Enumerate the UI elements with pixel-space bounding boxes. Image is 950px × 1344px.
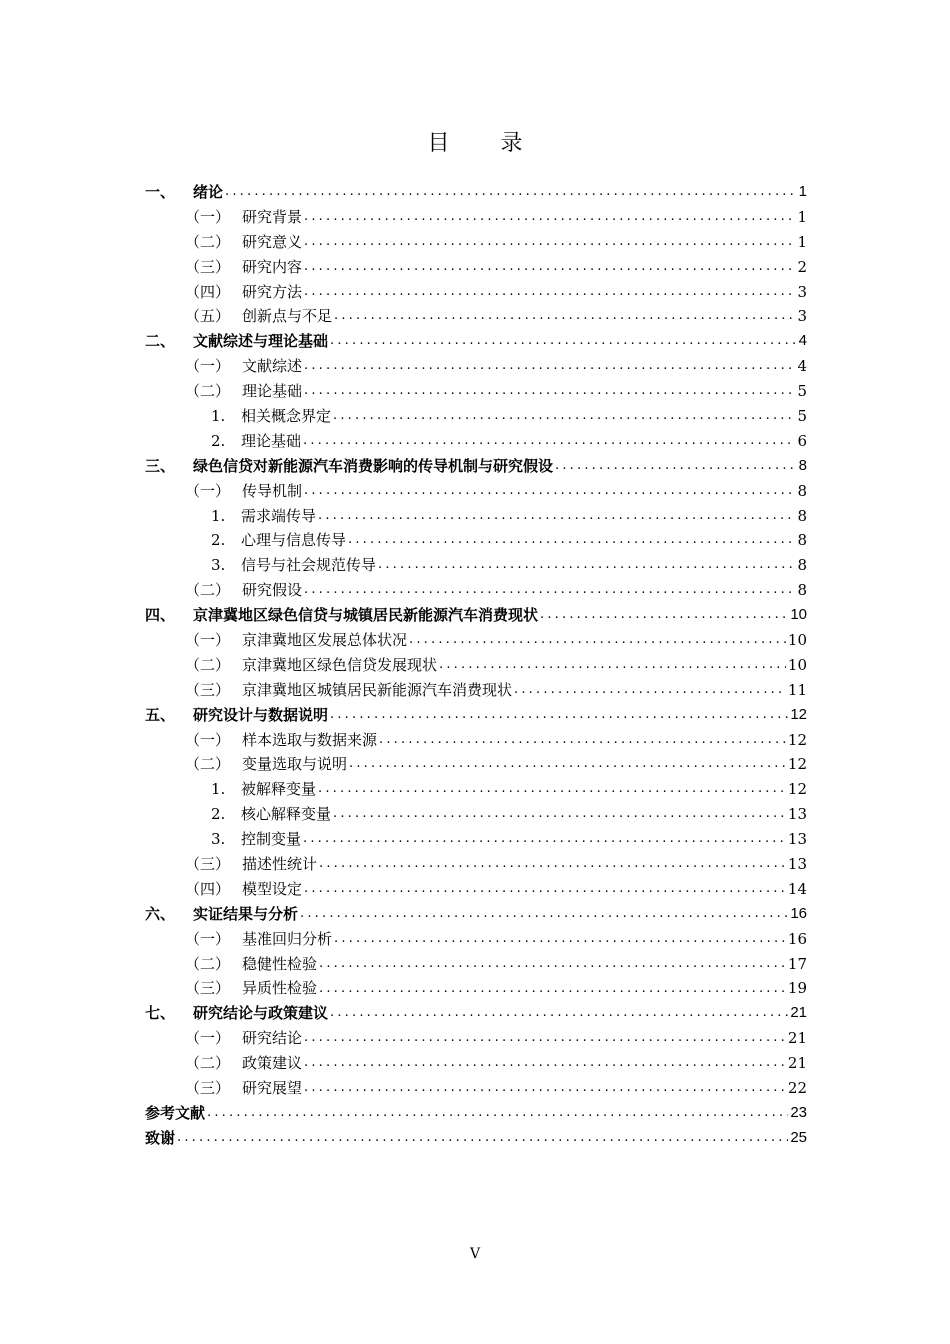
toc-entry-page: 13 [787, 830, 807, 849]
toc-entry-title: 绿色信贷对新能源汽车消费影响的传导机制与研究假设 [193, 456, 554, 475]
toc-entry-page: 16 [787, 929, 807, 948]
toc-entry[interactable] [145, 504, 807, 529]
toc-dot-leader [514, 678, 786, 703]
toc-dot-leader [304, 255, 795, 280]
toc-entry[interactable] [145, 379, 807, 404]
toc-entry-number: （一） [185, 357, 231, 376]
toc-entry[interactable] [145, 678, 807, 703]
toc-entry-title: 核心解释变量 [241, 805, 332, 824]
toc-entry-page: 1 [797, 207, 807, 226]
toc-dot-leader [304, 280, 795, 305]
toc-entry-page: 8 [797, 581, 807, 600]
toc-entry[interactable] [145, 1076, 807, 1101]
toc-entry-page: 2 [797, 257, 807, 276]
toc-entry-number: （一） [185, 631, 231, 650]
toc-entry-page: 6 [797, 431, 807, 450]
toc-entry-page: 12 [787, 755, 807, 774]
toc-entry-number: （四） [185, 879, 231, 898]
toc-entry-page: 8 [798, 456, 807, 474]
toc-entry-title: 研究设计与数据说明 [193, 705, 329, 724]
toc-entry-title: 参考文献 [145, 1103, 206, 1122]
toc-entry-page: 10 [790, 606, 807, 624]
toc-entry[interactable] [145, 354, 807, 379]
toc-entry-title: 研究意义 [242, 232, 303, 251]
toc-entry-number: 二、 [145, 332, 176, 351]
toc-entry-number: （三） [185, 257, 231, 276]
toc-entry[interactable] [145, 777, 807, 802]
toc-entry[interactable] [145, 180, 807, 205]
toc-entry-page: 5 [797, 407, 807, 425]
table-of-contents [145, 180, 807, 1151]
toc-entry-number: （四） [185, 282, 231, 301]
toc-dot-leader [304, 1076, 786, 1101]
toc-entry-title: 文献综述 [242, 357, 303, 376]
toc-dot-leader [319, 852, 786, 877]
toc-entry-number: 2. [211, 431, 226, 450]
toc-entry-number: （二） [185, 382, 231, 401]
toc-entry[interactable] [145, 1001, 807, 1026]
toc-entry-number: （二） [185, 655, 231, 674]
toc-entry[interactable] [145, 578, 807, 603]
toc-entry-page: 3 [797, 307, 807, 326]
toc-entry-title: 文献综述与理论基础 [193, 332, 329, 351]
toc-entry-number: 2. [211, 531, 226, 550]
toc-entry-page: 4 [797, 357, 807, 376]
toc-entry-page: 13 [787, 805, 807, 824]
toc-entry[interactable] [145, 877, 807, 902]
toc-entry-number: （一） [185, 481, 231, 500]
toc-entry-number: 2. [211, 805, 226, 824]
toc-dot-leader [304, 877, 786, 902]
toc-entry-number: （二） [185, 1054, 231, 1073]
toc-entry-title: 京津冀地区绿色信贷发展现状 [242, 655, 438, 674]
toc-entry-page: 25 [790, 1128, 807, 1146]
toc-entry[interactable] [145, 304, 807, 329]
toc-entry-number: （二） [185, 755, 231, 774]
toc-dot-leader [318, 504, 795, 529]
page-number: V [469, 1246, 481, 1262]
toc-entry[interactable] [145, 827, 807, 852]
toc-entry[interactable] [145, 902, 807, 927]
toc-dot-leader [304, 379, 795, 404]
toc-dot-leader [304, 205, 795, 230]
toc-dot-leader [330, 329, 795, 354]
toc-dot-leader [304, 230, 795, 255]
toc-entry-title: 描述性统计 [242, 855, 318, 874]
toc-entry-number: （二） [185, 232, 231, 251]
toc-dot-leader [439, 653, 786, 678]
toc-entry[interactable] [145, 553, 807, 578]
toc-entry-page: 16 [790, 904, 807, 922]
toc-entry-page: 8 [797, 481, 807, 500]
toc-entry-number: 一、 [145, 182, 176, 201]
toc-entry-number: （五） [185, 307, 231, 326]
toc-entry[interactable] [145, 728, 807, 753]
toc-entry-number: 四、 [145, 606, 176, 625]
toc-entry-number: （一） [185, 929, 231, 948]
toc-dot-leader [540, 603, 788, 628]
toc-entry-title: 政策建议 [242, 1054, 303, 1073]
toc-dot-leader [303, 429, 795, 454]
toc-entry-title: 京津冀地区发展总体状况 [242, 631, 408, 650]
toc-title: 目 录 [427, 131, 545, 156]
toc-entry-title: 致谢 [145, 1128, 176, 1147]
toc-entry-title: 稳健性检验 [242, 954, 318, 973]
toc-entry[interactable] [145, 404, 807, 429]
toc-dot-leader [379, 728, 786, 753]
toc-entry-title: 研究假设 [242, 581, 303, 600]
toc-entry-page: 12 [787, 730, 807, 749]
toc-entry-title: 京津冀地区城镇居民新能源汽车消费现状 [242, 680, 513, 699]
toc-entry[interactable] [145, 1051, 807, 1076]
toc-entry-page: 21 [787, 1029, 807, 1048]
toc-entry-page: 11 [787, 680, 807, 699]
toc-entry-page: 10 [787, 631, 807, 650]
toc-entry-number: 3. [211, 830, 226, 849]
toc-entry-number: （一） [185, 207, 231, 226]
toc-entry-number: （一） [185, 1029, 231, 1048]
toc-entry-page: 21 [790, 1004, 807, 1022]
toc-dot-leader [349, 752, 786, 777]
toc-entry-page: 23 [790, 1103, 807, 1121]
toc-dot-leader [225, 180, 795, 205]
toc-entry-number: 3. [211, 556, 226, 575]
toc-dot-leader [304, 1051, 786, 1076]
toc-entry-page: 8 [797, 506, 807, 525]
toc-dot-leader [207, 1101, 788, 1126]
toc-dot-leader [348, 528, 795, 553]
toc-entry-page: 12 [787, 780, 807, 799]
toc-entry-number: （二） [185, 581, 231, 600]
toc-entry-title: 理论基础 [242, 382, 303, 401]
toc-entry-number: 1. [211, 506, 226, 525]
toc-dot-leader [409, 628, 786, 653]
toc-entry-page: 10 [787, 655, 807, 674]
toc-entry-page: 21 [787, 1054, 807, 1073]
toc-entry[interactable] [145, 429, 807, 454]
toc-entry-title: 研究背景 [242, 207, 303, 226]
toc-dot-leader [319, 977, 786, 1002]
toc-entry-number: 1. [211, 407, 226, 425]
toc-entry-number: （一） [185, 730, 231, 749]
toc-dot-leader [330, 1001, 788, 1026]
toc-entry-title: 实证结果与分析 [193, 904, 299, 923]
toc-dot-leader [333, 802, 786, 827]
toc-dot-leader [304, 1026, 786, 1051]
toc-entry[interactable] [145, 703, 807, 728]
toc-entry-title: 心理与信息传导 [241, 531, 347, 550]
toc-entry[interactable] [145, 603, 807, 628]
toc-entry[interactable] [145, 977, 807, 1002]
toc-entry-number: 1. [211, 780, 226, 799]
toc-entry[interactable] [145, 280, 807, 305]
toc-entry-number: 五、 [145, 705, 176, 724]
toc-entry[interactable] [145, 479, 807, 504]
toc-dot-leader [318, 777, 786, 802]
toc-entry-title: 相关概念界定 [241, 407, 332, 425]
toc-dot-leader [334, 304, 795, 329]
toc-entry[interactable] [145, 528, 807, 553]
toc-entry-title: 基准回归分析 [242, 929, 333, 948]
toc-entry[interactable] [145, 454, 807, 479]
toc-dot-leader [303, 827, 786, 852]
toc-entry[interactable] [145, 1026, 807, 1051]
toc-entry-number: （三） [185, 855, 231, 874]
toc-entry[interactable] [145, 1126, 807, 1151]
toc-entry-page: 14 [787, 879, 807, 898]
toc-entry-title: 理论基础 [241, 431, 302, 450]
toc-entry[interactable] [145, 752, 807, 777]
toc-entry[interactable] [145, 927, 807, 952]
toc-dot-leader [304, 578, 795, 603]
toc-entry[interactable] [145, 255, 807, 280]
toc-entry-page: 13 [787, 855, 807, 874]
toc-dot-leader [177, 1126, 788, 1151]
toc-entry-title: 研究展望 [242, 1079, 303, 1098]
toc-entry-page: 22 [787, 1079, 807, 1098]
toc-entry[interactable] [145, 952, 807, 977]
toc-entry-page: 12 [790, 705, 807, 723]
toc-entry-title: 模型设定 [242, 879, 303, 898]
toc-dot-leader [304, 479, 795, 504]
toc-entry-page: 4 [798, 332, 807, 350]
toc-entry-title: 控制变量 [241, 830, 302, 849]
toc-entry-title: 研究方法 [242, 282, 303, 301]
toc-dot-leader [319, 952, 786, 977]
toc-entry-number: （三） [185, 1079, 231, 1098]
toc-entry-page: 5 [797, 382, 807, 401]
toc-dot-leader [330, 703, 788, 728]
toc-entry-page: 1 [797, 232, 807, 251]
toc-entry-title: 异质性检验 [242, 979, 318, 998]
toc-entry-title: 研究结论 [242, 1029, 303, 1048]
toc-entry-page: 17 [787, 954, 807, 973]
toc-entry-page: 8 [797, 531, 807, 550]
toc-dot-leader [304, 354, 795, 379]
toc-entry-title: 绪论 [193, 182, 224, 201]
toc-dot-leader [378, 553, 795, 578]
toc-dot-leader [555, 454, 795, 479]
toc-entry-title: 样本选取与数据来源 [242, 730, 378, 749]
toc-entry-page: 19 [787, 979, 807, 998]
toc-entry[interactable] [145, 329, 807, 354]
toc-dot-leader [300, 902, 788, 927]
toc-entry-title: 京津冀地区绿色信贷与城镇居民新能源汽车消费现状 [193, 606, 539, 625]
toc-entry-title: 研究内容 [242, 257, 303, 276]
toc-entry-page: 8 [797, 556, 807, 575]
toc-entry[interactable] [145, 230, 807, 255]
toc-entry-title: 传导机制 [242, 481, 303, 500]
toc-entry-title: 需求端传导 [241, 506, 317, 525]
toc-entry-title: 研究结论与政策建议 [193, 1004, 329, 1023]
toc-entry-number: 七、 [145, 1004, 176, 1023]
toc-entry[interactable] [145, 802, 807, 827]
toc-entry[interactable] [145, 653, 807, 678]
toc-entry[interactable] [145, 852, 807, 877]
toc-dot-leader [333, 404, 795, 429]
toc-entry[interactable] [145, 205, 807, 230]
toc-entry[interactable] [145, 628, 807, 653]
toc-entry-number: 六、 [145, 904, 176, 923]
toc-entry-number: （三） [185, 979, 231, 998]
toc-entry-title: 创新点与不足 [242, 307, 333, 326]
toc-entry-number: （二） [185, 954, 231, 973]
toc-entry-number: 三、 [145, 456, 176, 475]
toc-entry-number: （三） [185, 680, 231, 699]
toc-dot-leader [334, 927, 786, 952]
toc-entry-title: 信号与社会规范传导 [241, 556, 377, 575]
toc-entry-page: 3 [797, 282, 807, 301]
toc-entry-title: 被解释变量 [241, 780, 317, 799]
toc-entry-title: 变量选取与说明 [242, 755, 348, 774]
toc-entry[interactable] [145, 1101, 807, 1126]
toc-entry-page: 1 [798, 182, 807, 200]
